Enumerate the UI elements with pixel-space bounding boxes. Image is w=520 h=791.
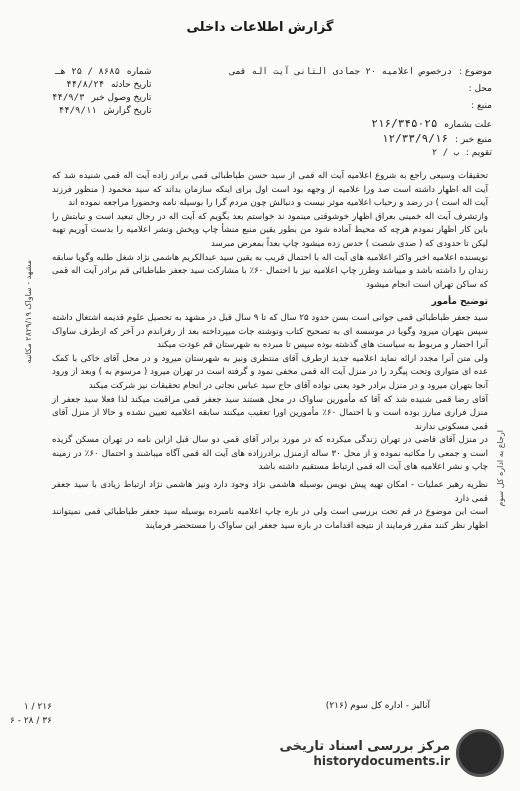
section-paragraph: در منزل آقای قاضی در تهران زندگی میکرده که در مورد برادر آقای قمی دو سال قبل ازاین نامه در تهران مسکن گزیده است و جمعی را مکاتبه نموده و از محل ۳۰ ساله ازمنزل برادرزاده های آیت اله قمی آگاه میباشند و احتمال ۶۰٪ در زمینه چاپ و نشر اعلامیه های آیت اله قمی ارتباط مستقیم داشته باشد [52, 435, 488, 473]
header-report-date: تاریخ گزارش ۴۴/۹/۱۱ [58, 106, 152, 116]
section-paragraph: آقای رضا قمی شنیده شد که آقا که مأمورین ساواک در محل هستند سید جعفر قمی مراقبت میکند لذا فعلا سید جعفر از منزل فراری مبارز بوده است و با احتمال ۶۰٪ مأمورین اورا تعقیب میکنند سابقه اعلامیه تعیین نشده و حالا از منزل آقای قمی مسکونی ندارند [52, 394, 488, 432]
body-paragraph: وازتشرف آیت اله خمینی بعراق اظهار خوشوقتی مینمود ند خواستم بعد بگویم که آیت اله در رحال تبعید است و نیابتش را باین کار اظهار نمودم هرچه که محیط آماده شود من بطور یقین منبع منشأ چاپ وپخش ونشر اعلامیه را بدست آوریم تهیه لیکن تا حدودی که ( صدی شصت ) حدس زده میشود چاپ بعداً بمعرض مبرسد [52, 211, 488, 249]
margin-note-left: مشهد - ساواک ۲۸۲۹/۱۹ مکاتبه [24, 260, 33, 364]
header-left [52, 66, 151, 118]
archive-logo-icon [456, 729, 504, 777]
header-source-date: منبع خبر : ۱۲/۳۳/۹/۱۶ [381, 132, 492, 145]
body-paragraph: تحقیقات وسیعی راجع به شروع اعلامیه آیت اله قمی از سید حسن طباطبائی قمی برادر زاده آیت اله قمی شنیده شد که آیت اله اظهار داشته است صد ورا علامیه از وجهه بود است اول برای اینکه سازمان بداند که سید محمود ( منظور فرزند آیت اله است ) در رضد و رحباب اعلامیه موثر نیست و دنبالش چون مردم گرا را بوسیله نامه وحضورا مراجعه نموده اند [52, 171, 488, 209]
section-paragraph: ولی متن آنرا مجدد ارائه نماید اعلامیه جدید ازطرف آقای منتظری ونیز به شهرستان میرود و در محل آقای خاکی با کمک عده ای متواری وتحت پیگرد را در منزل آیت اله قمی مخفی نمود و گرفته است در تهران میرود ( مرسوم به ) وبعد از ورود آنجا بتهران میرود و در منزل برادر خود یعنی نواده آقای حاج سید عباس نجاتی در انجام تحقیقات نیز شرکت میکند [52, 353, 488, 391]
header-received-date: تاریخ وصول خبر ۴۴/۹/۳ [52, 93, 152, 103]
header-incident-date: تاریخ حادثه ۴۴/۸/۲۴ [66, 80, 152, 90]
header-subject: موضوع : درخصوص اعلامیه ۲۰ جمادی الثانی آیت اله قمی [229, 67, 492, 77]
request-paragraph: است این موضوع در قم تحت بررسی است ولی در باره چاپ اعلامیه نامبرده بوسیله سید جعفر طباطبائی قمی نمیتوانند اظهار نظر کنند مقرر فرمایند از نتیجه اقدامات در باره سید جعفر این ساواک را مستحضر فرمایند [52, 507, 488, 531]
header-location: محل : [468, 84, 492, 94]
report-body [52, 170, 488, 533]
margin-note-right: ارجاع به اداره کل سوم [496, 430, 505, 507]
watermark-url: historydocuments.ir [313, 753, 450, 768]
header-calendar: تقویم : ب / ۲ [431, 148, 492, 158]
watermark-name: مرکز بررسی اسناد تاریخی [279, 738, 450, 754]
section-heading: توضیح مأمور [431, 297, 488, 308]
header-ref-number: علت بشماره ۲۱۶/۳۴۵۰۲۵ [371, 117, 492, 130]
analysis-paragraph: نظریه رهبر عملیات - امکان تهیه پیش نویس بوسیله هاشمی نژاد وجود دارد ونیز هاشمی نژاد ارتباط زیادی با سید جعفر قمی دارد [52, 480, 488, 504]
body-paragraph: نویسنده اعلامیه اخیر واکثر اعلامیه های آیت اله با احتمال قریب به یقین سید عبدالکریم هاشمی نژاد شغل طلبه وگویا سابقه زندان را داشته باشد و میباشد وطرز چاپ اعلامیه نیز با احتمال ۶۰٪ با مشارکت سید جعفر طباطبائی قم برادر آیت اله قمی که ساکن تهران است انجام میشود [52, 252, 488, 290]
document-title: گزارش اطلاعات داخلی [186, 20, 334, 35]
footer-note: آنالیز - اداره کل سوم (۲۱۶) [325, 701, 430, 711]
header-number: شماره ۸۶۸۵ / ۲۵ هـ [54, 67, 152, 77]
footer-stamp: ۲۱۶ / ۱ ۳۶ / ۲۸ - ۶ [10, 702, 52, 726]
section-paragraph: سید جعفر طباطبائی قمی جوانی است بسن حدود ۲۵ سال که تا ۹ سال قبل در مشهد به تحصیل علوم قدیمه اشتغال داشته سپس بتهران میرود وگویا در موسسه ای به تصحیح کتاب ونوشته جات میپرداخته بعد از رفراندم در آخر که ازطرف ساواک آنرا احضار و مربوط به سیاست های گذشته بوده سپس تا مبرده به شهرستان قم عودت میکند [52, 312, 488, 351]
header-source: منبع : [471, 101, 492, 111]
archive-watermark [280, 729, 505, 777]
header-right [230, 66, 492, 160]
